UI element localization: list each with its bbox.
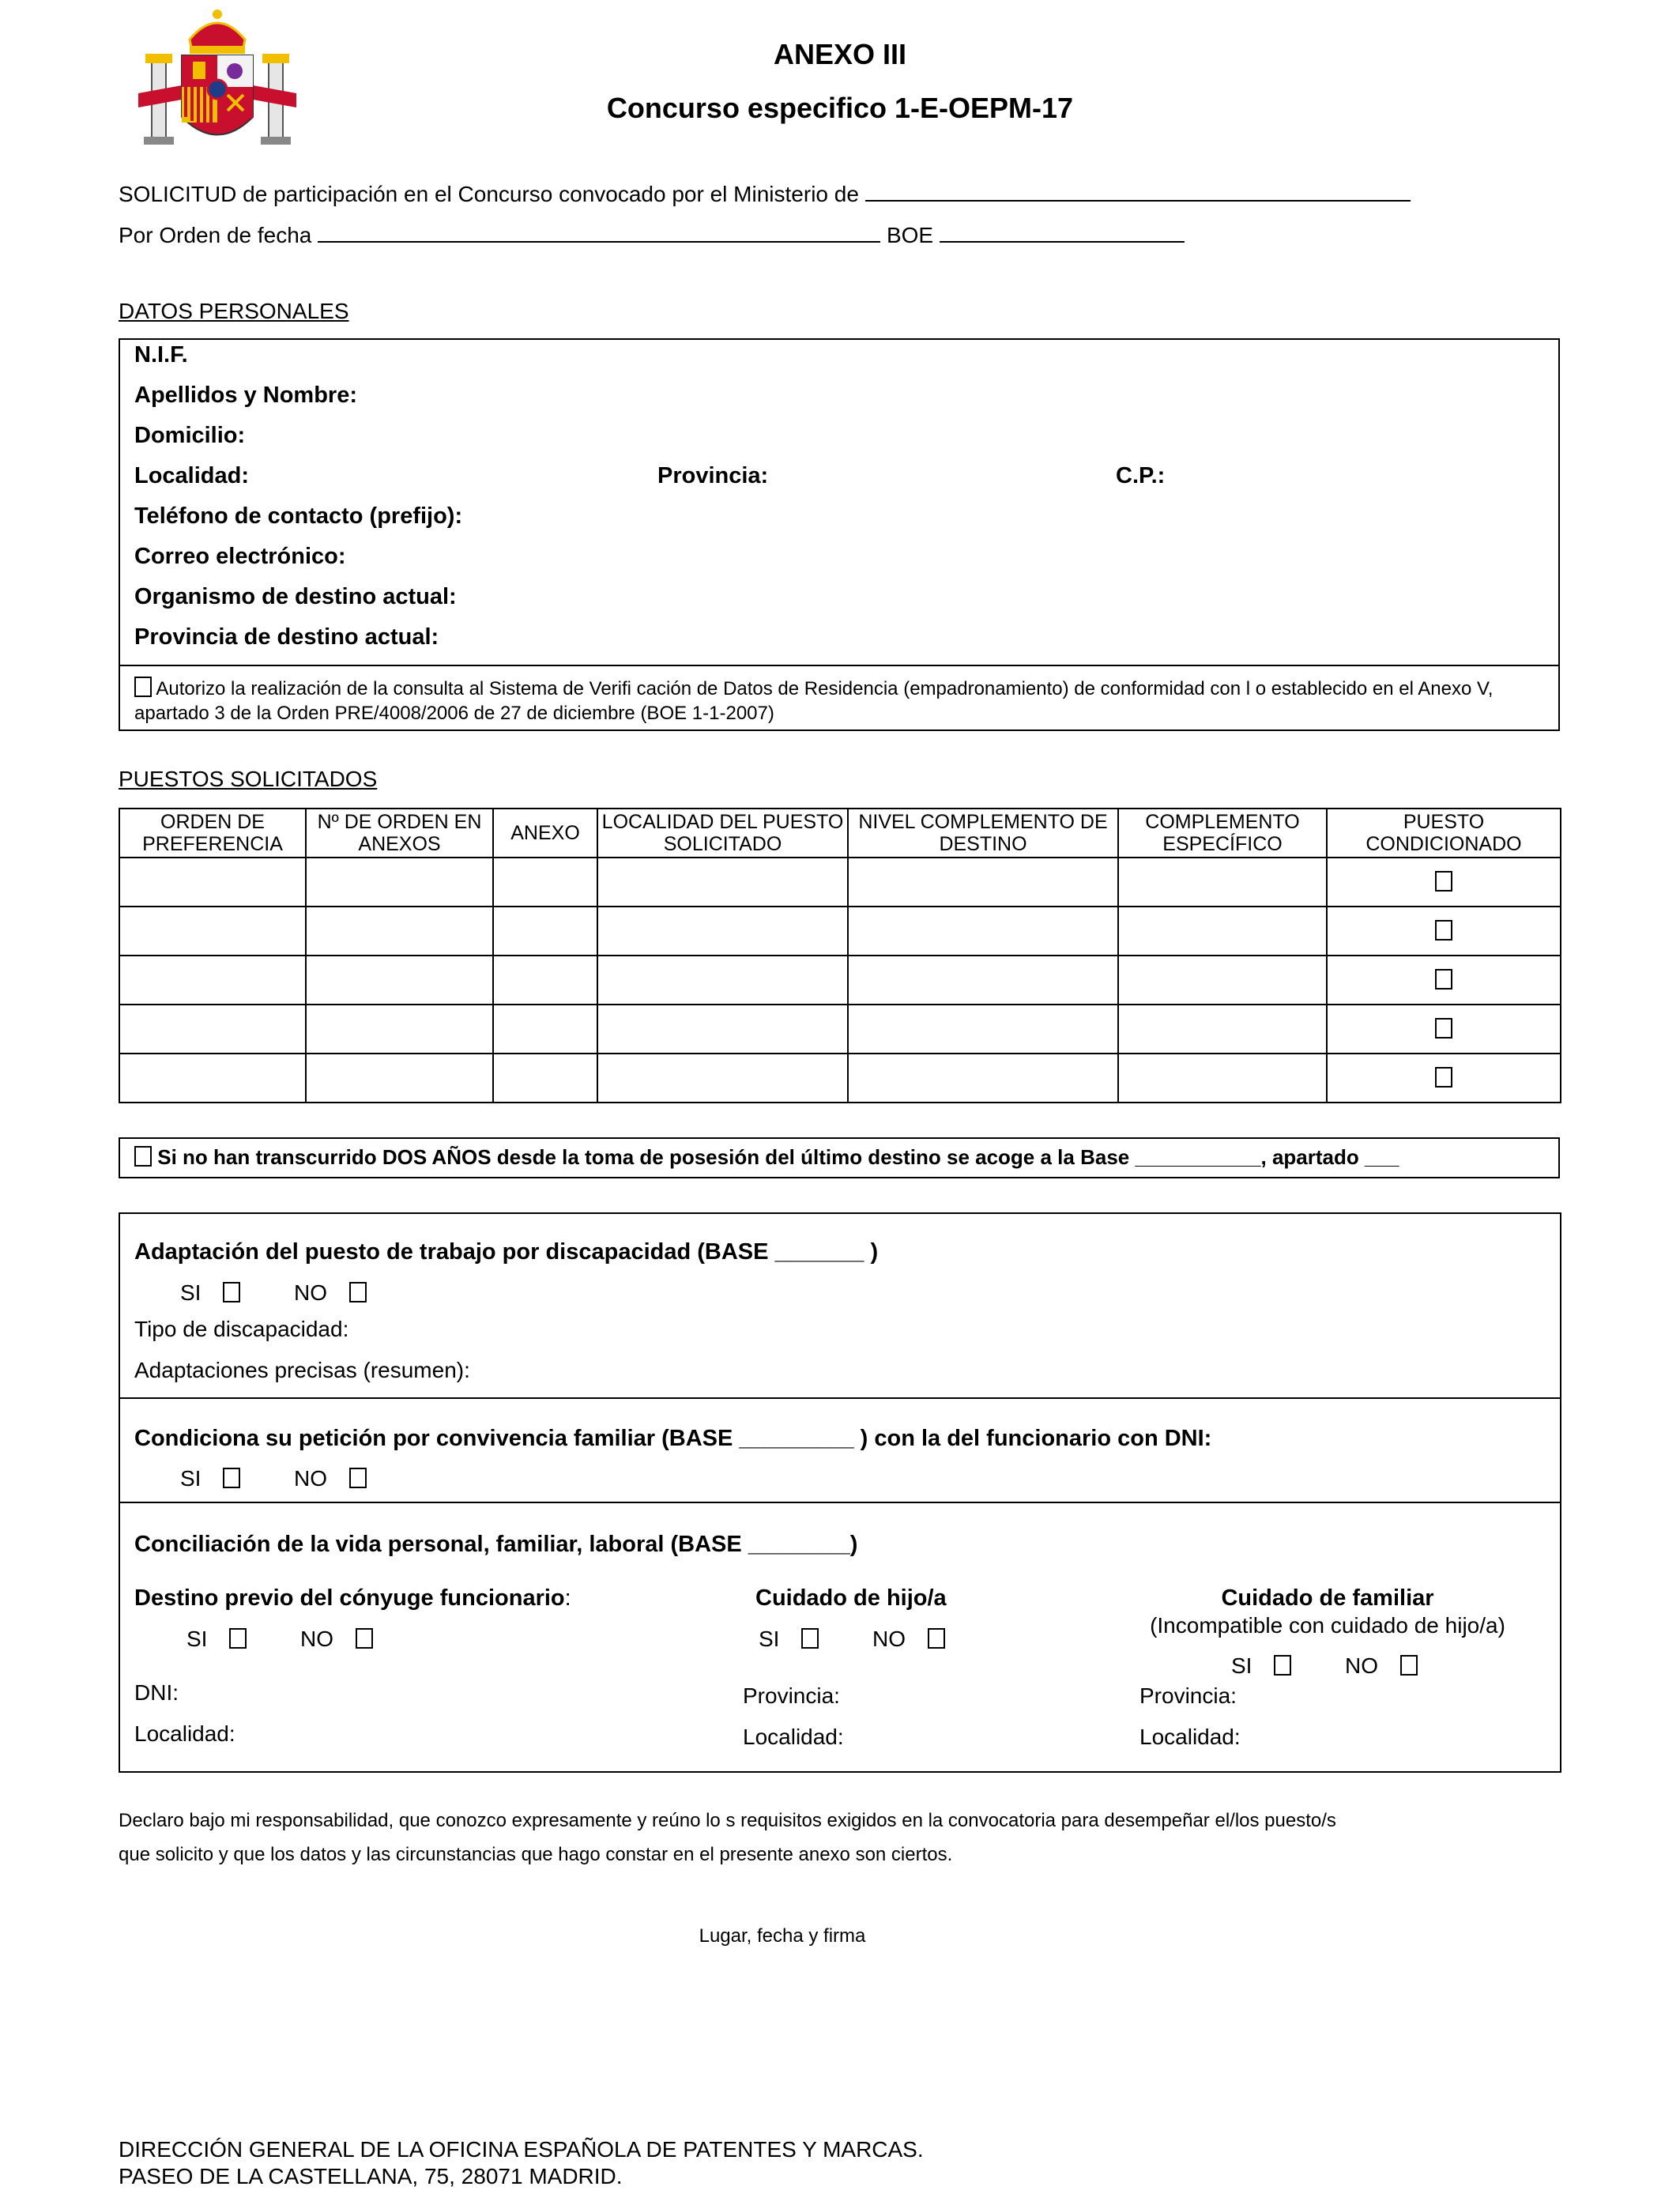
table-cell[interactable] bbox=[1118, 1054, 1327, 1103]
dos-anos-checkbox[interactable] bbox=[134, 1146, 152, 1167]
divider bbox=[119, 1397, 1561, 1399]
table-cell[interactable] bbox=[119, 858, 306, 907]
convivencia-title: Condiciona su petición por convivencia familiar (BASE _________ ) con la del funcionario con DNI: bbox=[134, 1426, 1212, 1451]
convivencia-no-checkbox[interactable] bbox=[349, 1468, 367, 1488]
localidad-label: Localidad: bbox=[134, 463, 250, 488]
table-cell[interactable] bbox=[1118, 956, 1327, 1005]
table-row bbox=[119, 1005, 1561, 1054]
datos-personales-heading: DATOS PERSONALES bbox=[119, 299, 349, 323]
convivencia-si-checkbox[interactable] bbox=[223, 1468, 240, 1488]
adaptacion-options: SI NO bbox=[180, 1280, 367, 1306]
condicionado-checkbox[interactable] bbox=[1435, 871, 1452, 892]
table-cell[interactable] bbox=[306, 1005, 493, 1054]
familiar-options: SI NO bbox=[1231, 1653, 1418, 1679]
table-cell[interactable] bbox=[306, 907, 493, 956]
puestos-heading: PUESTOS SOLICITADOS bbox=[119, 767, 378, 791]
column-header: ORDEN DE PREFERENCIA bbox=[119, 809, 306, 858]
table-cell bbox=[1327, 907, 1561, 956]
familiar-title: Cuidado de familiar bbox=[1221, 1585, 1434, 1611]
adaptacion-title: Adaptación del puesto de trabajo por discapacidad (BASE _______ ) bbox=[134, 1239, 879, 1265]
table-cell[interactable] bbox=[493, 1054, 597, 1103]
familiar-localidad-label: Localidad: bbox=[1139, 1725, 1241, 1749]
conyuge-dni-label: DNI: bbox=[134, 1680, 179, 1705]
familiar-note: (Incompatible con cuidado de hijo/a) bbox=[1150, 1613, 1505, 1638]
dos-anos-row: Si no han transcurrido DOS AÑOS desde la toma de posesión del último destino se acoge a la Base ___________, apartado ___ bbox=[134, 1145, 1399, 1170]
table-cell[interactable] bbox=[597, 907, 848, 956]
table-row bbox=[119, 858, 1561, 907]
table-cell[interactable] bbox=[119, 956, 306, 1005]
convivencia-options: SI NO bbox=[180, 1466, 367, 1491]
autorizo-row bbox=[134, 677, 1549, 726]
page-subtitle: Concurso especifico 1-E-OEPM-17 bbox=[606, 92, 1074, 124]
adaptaciones-label: Adaptaciones precisas (resumen): bbox=[134, 1358, 470, 1382]
solicitud-line-1: SOLICITUD de participación en el Concurso convocado por el Ministerio de bbox=[119, 182, 1411, 207]
hijo-title: Cuidado de hijo/a bbox=[755, 1585, 947, 1611]
hijo-localidad-label: Localidad: bbox=[743, 1725, 844, 1749]
tipo-discapacidad-label: Tipo de discapacidad: bbox=[134, 1317, 349, 1341]
telefono-label: Teléfono de contacto (prefijo): bbox=[134, 503, 463, 529]
table-cell[interactable] bbox=[1118, 858, 1327, 907]
table-cell[interactable] bbox=[493, 907, 597, 956]
table-cell[interactable] bbox=[493, 1005, 597, 1054]
firma-label: Lugar, fecha y firma bbox=[699, 1925, 866, 1947]
table-cell[interactable] bbox=[493, 858, 597, 907]
condicionado-checkbox[interactable] bbox=[1435, 920, 1452, 941]
adaptacion-si-checkbox[interactable] bbox=[223, 1282, 240, 1302]
autorizo-text: Autorizo la realización de la consulta al Sistema de Verifi cación de Datos de Residencia (empadronamiento) de conformidad con l o establecido en el Anexo V, apartado 3 de la Orden PRE/4008/2006 de 27 de diciembre (BOE 1-1-2007) bbox=[134, 678, 1494, 724]
apellidos-label: Apellidos y Nombre: bbox=[134, 383, 357, 408]
divider bbox=[119, 1502, 1561, 1503]
solicitud-line-2: Por Orden de fecha BOE bbox=[119, 223, 1185, 248]
table-cell[interactable] bbox=[306, 1054, 493, 1103]
table-cell[interactable] bbox=[848, 1054, 1118, 1103]
nif-label: N.I.F. bbox=[134, 342, 188, 368]
table-cell[interactable] bbox=[597, 858, 848, 907]
table-cell[interactable] bbox=[1118, 907, 1327, 956]
column-header: LOCALIDAD DEL PUESTO SOLICITADO bbox=[597, 809, 848, 858]
table-row bbox=[119, 1054, 1561, 1103]
table-cell[interactable] bbox=[597, 956, 848, 1005]
table-cell[interactable] bbox=[848, 907, 1118, 956]
signature-area[interactable] bbox=[553, 1960, 1011, 2087]
table-header-row bbox=[119, 809, 1561, 858]
declaracion-line-2: que solicito y que los datos y las circunstancias que hago constar en el presente anexo son ciertos. bbox=[119, 1844, 953, 1865]
familiar-provincia-label: Provincia: bbox=[1139, 1683, 1237, 1708]
ministerio-field[interactable] bbox=[865, 183, 1411, 202]
column-header: ANEXO bbox=[493, 809, 597, 858]
column-header: NIVEL COMPLEMENTO DE DESTINO bbox=[848, 809, 1118, 858]
orden-fecha-field[interactable] bbox=[318, 224, 880, 243]
hijo-provincia-label: Provincia: bbox=[743, 1683, 840, 1708]
organismo-label: Organismo de destino actual: bbox=[134, 584, 457, 609]
footer-line-1: DIRECCIÓN GENERAL DE LA OFICINA ESPAÑOLA DE PATENTES Y MARCAS. bbox=[119, 2137, 924, 2162]
datos-divider bbox=[119, 665, 1560, 666]
declaracion-line-1: Declaro bajo mi responsabilidad, que conozco expresamente y reúno lo s requisitos exigidos en la convocatoria para desempeñar el/los puesto/s bbox=[119, 1810, 1336, 1831]
table-cell[interactable] bbox=[597, 1054, 848, 1103]
table-row bbox=[119, 956, 1561, 1005]
domicilio-label: Domicilio: bbox=[134, 423, 246, 448]
table-cell[interactable] bbox=[848, 956, 1118, 1005]
table-cell[interactable] bbox=[119, 1054, 306, 1103]
hijo-no-checkbox[interactable] bbox=[928, 1628, 945, 1649]
conyuge-si-checkbox[interactable] bbox=[229, 1628, 247, 1649]
provincia-destino-label: Provincia de destino actual: bbox=[134, 624, 439, 650]
provincia-label: Provincia: bbox=[657, 463, 769, 488]
conyuge-options: SI NO bbox=[186, 1627, 373, 1652]
table-cell bbox=[1327, 858, 1561, 907]
adaptacion-no-checkbox[interactable] bbox=[349, 1282, 367, 1302]
table-cell[interactable] bbox=[119, 907, 306, 956]
table-cell[interactable] bbox=[306, 956, 493, 1005]
table-cell bbox=[1327, 956, 1561, 1005]
boe-field[interactable] bbox=[940, 224, 1185, 243]
familiar-si-checkbox[interactable] bbox=[1274, 1655, 1291, 1676]
table-cell[interactable] bbox=[848, 1005, 1118, 1054]
conyuge-localidad-label: Localidad: bbox=[134, 1721, 235, 1746]
autorizo-checkbox[interactable] bbox=[134, 677, 152, 697]
table-cell bbox=[1327, 1054, 1561, 1103]
coat-of-arms-logo bbox=[134, 6, 300, 153]
table-cell[interactable] bbox=[848, 858, 1118, 907]
table-row bbox=[119, 907, 1561, 956]
table-cell[interactable] bbox=[306, 858, 493, 907]
conyuge-title: Destino previo del cónyuge funcionario: bbox=[134, 1585, 571, 1611]
correo-label: Correo electrónico: bbox=[134, 544, 346, 569]
table-cell[interactable] bbox=[597, 1005, 848, 1054]
condicionado-checkbox[interactable] bbox=[1435, 1018, 1452, 1039]
cp-label: C.P.: bbox=[1116, 463, 1166, 488]
column-header: Nº DE ORDEN EN ANEXOS bbox=[306, 809, 493, 858]
table-cell[interactable] bbox=[119, 1005, 306, 1054]
puestos-table bbox=[119, 808, 1561, 1103]
conyuge-no-checkbox[interactable] bbox=[356, 1628, 373, 1649]
table-cell[interactable] bbox=[1118, 1005, 1327, 1054]
page-title: ANEXO III bbox=[773, 38, 907, 70]
column-header: COMPLEMENTO ESPECÍFICO bbox=[1118, 809, 1327, 858]
table-cell[interactable] bbox=[493, 956, 597, 1005]
condicionado-checkbox[interactable] bbox=[1435, 969, 1452, 990]
hijo-options: SI NO bbox=[759, 1627, 945, 1652]
familiar-no-checkbox[interactable] bbox=[1400, 1655, 1418, 1676]
table-cell bbox=[1327, 1005, 1561, 1054]
condicionado-checkbox[interactable] bbox=[1435, 1067, 1452, 1088]
column-header: PUESTO CONDICIONADO bbox=[1327, 809, 1561, 858]
footer-line-2: PASEO DE LA CASTELLANA, 75, 28071 MADRID. bbox=[119, 2164, 623, 2188]
hijo-si-checkbox[interactable] bbox=[801, 1628, 819, 1649]
conciliacion-title: Conciliación de la vida personal, familiar, laboral (BASE ________) bbox=[134, 1532, 858, 1557]
